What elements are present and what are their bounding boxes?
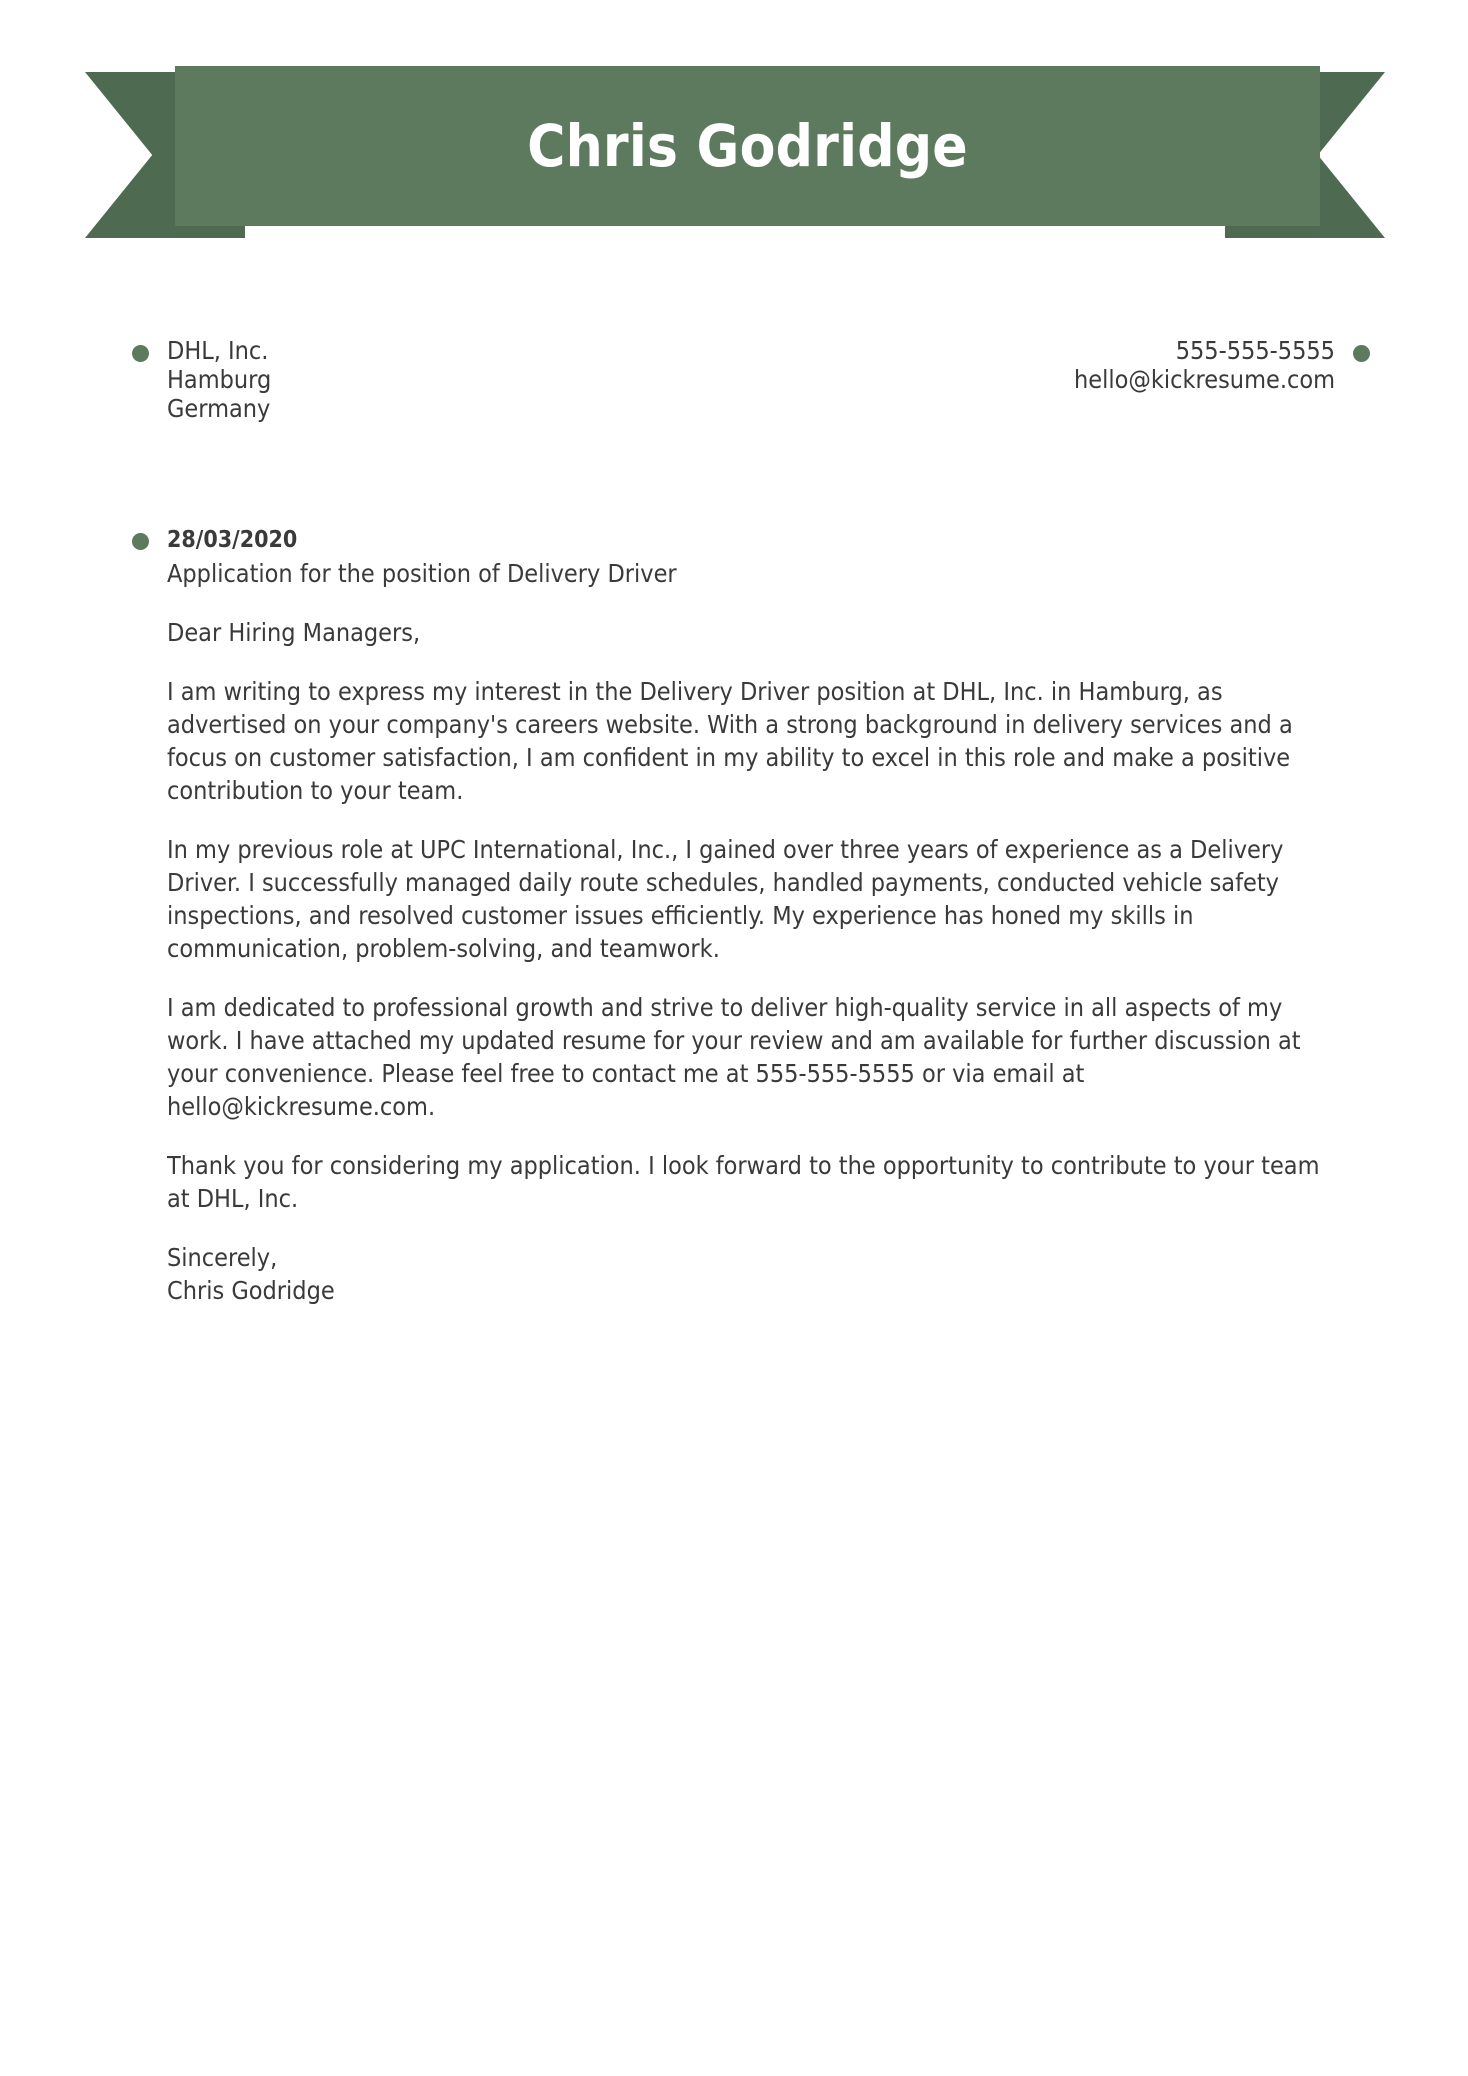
letter-paragraph-2: In my previous role at UPC International, Inc., I gained over three years of experience as a Delivery Driver. I successfully managed daily route schedules, handled payments, conducted vehicle safety inspections, and resolved customer issues efficiently. My experience has honed my skills in communication, problem-solving, and teamwork. [167, 835, 1284, 963]
recipient-city: Hamburg [167, 365, 272, 394]
letter-content [167, 616, 1337, 1307]
sender-contact-lines [1074, 336, 1335, 394]
header-ribbon [0, 0, 1468, 250]
sender-phone[interactable]: 555-555-5555 [1175, 336, 1335, 365]
sender-email[interactable]: hello@kickresume.com [1074, 365, 1335, 394]
date-subject-group [167, 525, 677, 590]
date-subject-row [132, 525, 1337, 590]
recipient-country: Germany [167, 394, 271, 423]
sender-contact-block [1074, 336, 1370, 394]
letter-signature-name: Chris Godridge [167, 1276, 335, 1305]
recipient-address-block [132, 336, 271, 423]
recipient-address-lines [167, 336, 271, 423]
date-bullet-icon [132, 533, 149, 550]
letter-closing [167, 1241, 1337, 1307]
letter-paragraph-1: I am writing to express my interest in the Delivery Driver position at DHL, Inc. in Hamburg, as advertised on your company's careers website. With a strong background in delivery services and a focus on customer satisfaction, I am confident in my ability to excel in this role and make a positive contribution to your team. [167, 677, 1293, 805]
letter-paragraph-4: Thank you for considering my application. I look forward to the opportunity to contribute to your team at DHL, Inc. [167, 1151, 1320, 1213]
letter-date: 28/03/2020 [167, 527, 298, 553]
letter-salutation: Dear Hiring Managers, [167, 618, 421, 647]
recipient-bullet-icon [132, 345, 149, 362]
letter-paragraph-3: I am dedicated to professional growth and strive to deliver high-quality service in all aspects of my work. I have attached my updated resume for your review and am available for further discussion at your convenience. Please feel free to contact me at 555-555-5555 or via email at hello@kickresume.com. [167, 993, 1301, 1121]
letter-body [132, 525, 1337, 1307]
recipient-company: DHL, Inc. [167, 336, 269, 365]
sender-bullet-icon [1353, 345, 1370, 362]
letter-signoff: Sincerely, [167, 1243, 278, 1272]
letter-subject: Application for the position of Delivery Driver [167, 559, 677, 588]
page-title: Chris Godridge [527, 112, 968, 180]
contact-row [0, 336, 1468, 446]
